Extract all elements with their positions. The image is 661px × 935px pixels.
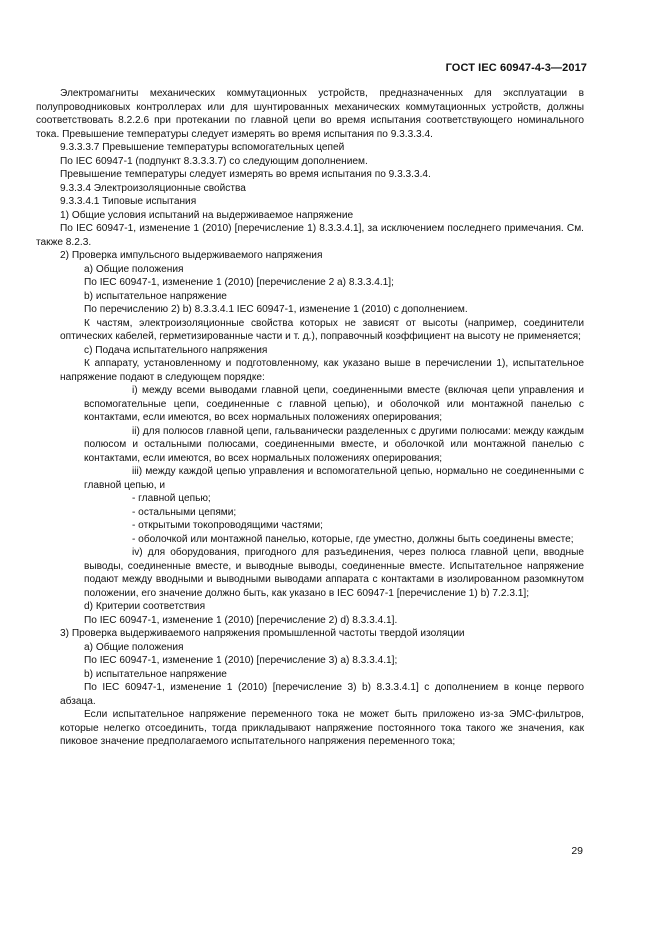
- paragraph: Если испытательное напряжение переменного тока не может быть приложено из-за ЭМС-фильтров, которые нелегко отсоединить, тогда прикладывают напряжение постоянного тока такого же значения, как пиковое значение предполагаемого испытательного напряжения переменного тока;: [60, 709, 584, 747]
- list-item: b) испытательное напряжение: [84, 290, 227, 302]
- list-item: - оболочкой или монтажной панелью, которые, где уместно, должны быть соединены вместе;: [132, 533, 574, 545]
- paragraph: По IEC 60947-1 (подпункт 8.3.3.3.7) со следующим дополнением.: [60, 155, 368, 167]
- list-item: a) Общие положения: [84, 641, 184, 653]
- paragraph: Электромагниты механических коммутационных устройств, предназначенных для эксплуатации в полупроводниковых контроллерах или для шунтированных механических коммутационных устройств, должны соответствовать 8.2.2.6 при протекании по главной цепи во время испытания соответствующего номинального тока. Превышение температуры следует измерять во время испытания по 9.3.3.3.4.: [36, 88, 584, 140]
- list-item: c) Подача испытательного напряжения: [84, 344, 268, 356]
- section-heading: 9.3.3.4 Электроизоляционные свойства: [60, 182, 246, 194]
- paragraph: По перечислению 2) b) 8.3.3.4.1 IEC 60947-1, изменение 1 (2010) с дополнением.: [84, 304, 468, 315]
- list-item: 1) Общие условия испытаний на выдерживаемое напряжение: [60, 209, 354, 221]
- paragraph: По IEC 60947-1, изменение 1 (2010) [перечисление 1) 8.3.3.4.1], за исключением последнего примечания. См. также 8.2.3.: [36, 223, 584, 248]
- paragraph: К частям, электроизоляционные свойства которых не зависят от высоты (например, соединители оптических кабелей, герметизированные части и т. д.), поправочный коэффициент на высоту не применяется;: [60, 317, 584, 342]
- list-item: - остальными цепями;: [132, 506, 237, 518]
- list-item: d) Критерии соответствия: [84, 601, 206, 612]
- list-item: - открытыми токопроводящими частями;: [132, 520, 323, 531]
- list-item: a) Общие положения: [84, 263, 184, 275]
- paragraph: К аппарату, установленному и подготовленному, как указано выше в перечислении 1), испытательное напряжение подают в следующем порядке:: [60, 358, 584, 383]
- paragraph: Превышение температуры следует измерять во время испытания по 9.3.3.3.4.: [60, 169, 431, 180]
- paragraph: По IEC 60947-1, изменение 1 (2010) [перечисление 3) b) 8.3.3.4.1] с дополнением в конце первого абзаца.: [60, 682, 584, 707]
- list-item: iv) для оборудования, пригодного для разъединения, через полюса главной цепи, вводные выводы, соединенные вместе, и выводные выводы, соединенные вместе. Испытательное напряжение подают между вводными и выводными выводами аппарата с контактами в изолированном разомкнутом положении, его значение должно быть, как указано в IEC 60947-1 [перечисление 1) b) 7.2.3.1];: [84, 547, 584, 599]
- list-item: - главной цепью;: [132, 493, 211, 504]
- document-header: ГОСТ IEC 60947-4-3—2017: [445, 62, 587, 74]
- list-item: ii) для полюсов главной цепи, гальванически разделенных с другими полюсами: между каждым полюсом и остальными полюсами, соединенными вместе, и оболочкой или монтажной панелью с контактами, если имеются, во всех нормальных положениях оперирования;: [84, 425, 584, 464]
- page-number: 29: [571, 845, 583, 857]
- document-body: [36, 87, 584, 749]
- section-heading: 9.3.3.3.7 Превышение температуры вспомогательных цепей: [60, 142, 345, 153]
- list-item: iii) между каждой цепью управления и вспомогательной цепью, нормально не соединенными с главной цепью, и: [84, 466, 584, 491]
- list-item: 3) Проверка выдерживаемого напряжения промышленной частоты твердой изоляции: [60, 628, 465, 639]
- section-heading: 9.3.3.4.1 Типовые испытания: [60, 196, 197, 207]
- list-item: b) испытательное напряжение: [84, 668, 227, 680]
- paragraph: По IEC 60947-1, изменение 1 (2010) [перечисление 2) d) 8.3.3.4.1].: [84, 614, 398, 626]
- paragraph: По IEC 60947-1, изменение 1 (2010) [перечисление 3) a) 8.3.3.4.1];: [84, 655, 398, 666]
- list-item: i) между всеми выводами главной цепи, соединенными вместе (включая цепи управления и вспомогательные цепи, соединенные с главной цепью), и оболочкой или монтажной панелью с контактами, если имеются, во всех нормальных положениях оперирования;: [84, 385, 584, 423]
- list-item: 2) Проверка импульсного выдерживаемого напряжения: [60, 250, 323, 261]
- paragraph: По IEC 60947-1, изменение 1 (2010) [перечисление 2 a) 8.3.3.4.1];: [84, 277, 394, 288]
